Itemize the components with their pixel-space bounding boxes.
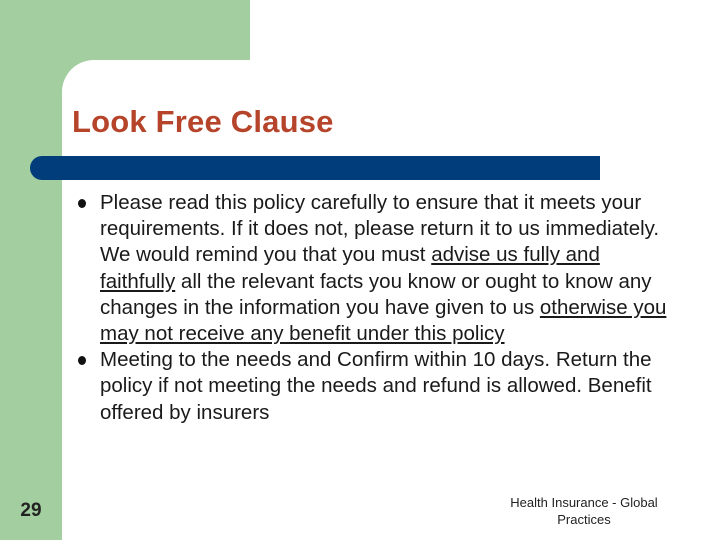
bullet-text-part: all the relevant facts you know or ought to know any changes in the information you have given to us <box>100 269 652 319</box>
bullet-icon <box>78 356 86 365</box>
slide-footer: Health Insurance - Global Practices <box>510 495 658 527</box>
slide-number: 29 <box>20 500 42 521</box>
bullet-icon <box>78 199 86 208</box>
bullet-item <box>74 190 674 347</box>
bullet-item <box>74 347 674 426</box>
underlined-phrase: otherwise you may not receive any benefit under this policy <box>100 295 667 346</box>
underlined-phrase: advise us fully and faithfully <box>100 243 600 293</box>
bullet-text: Meeting to the needs and Confirm within 10 days. Return the policy if not meeting the needs and refund is allowed. Benefit offered by insurers <box>100 348 652 424</box>
bullet-text-part: Please read this policy carefully to ensure that it meets your requirements. If it does not, please return it to us immediately. We would remind you that you must <box>100 191 660 267</box>
slide-title: Look Free Clause <box>72 104 334 139</box>
title-divider-bar <box>30 156 600 180</box>
green-left-strip <box>0 0 62 540</box>
bullet-list <box>74 190 674 426</box>
